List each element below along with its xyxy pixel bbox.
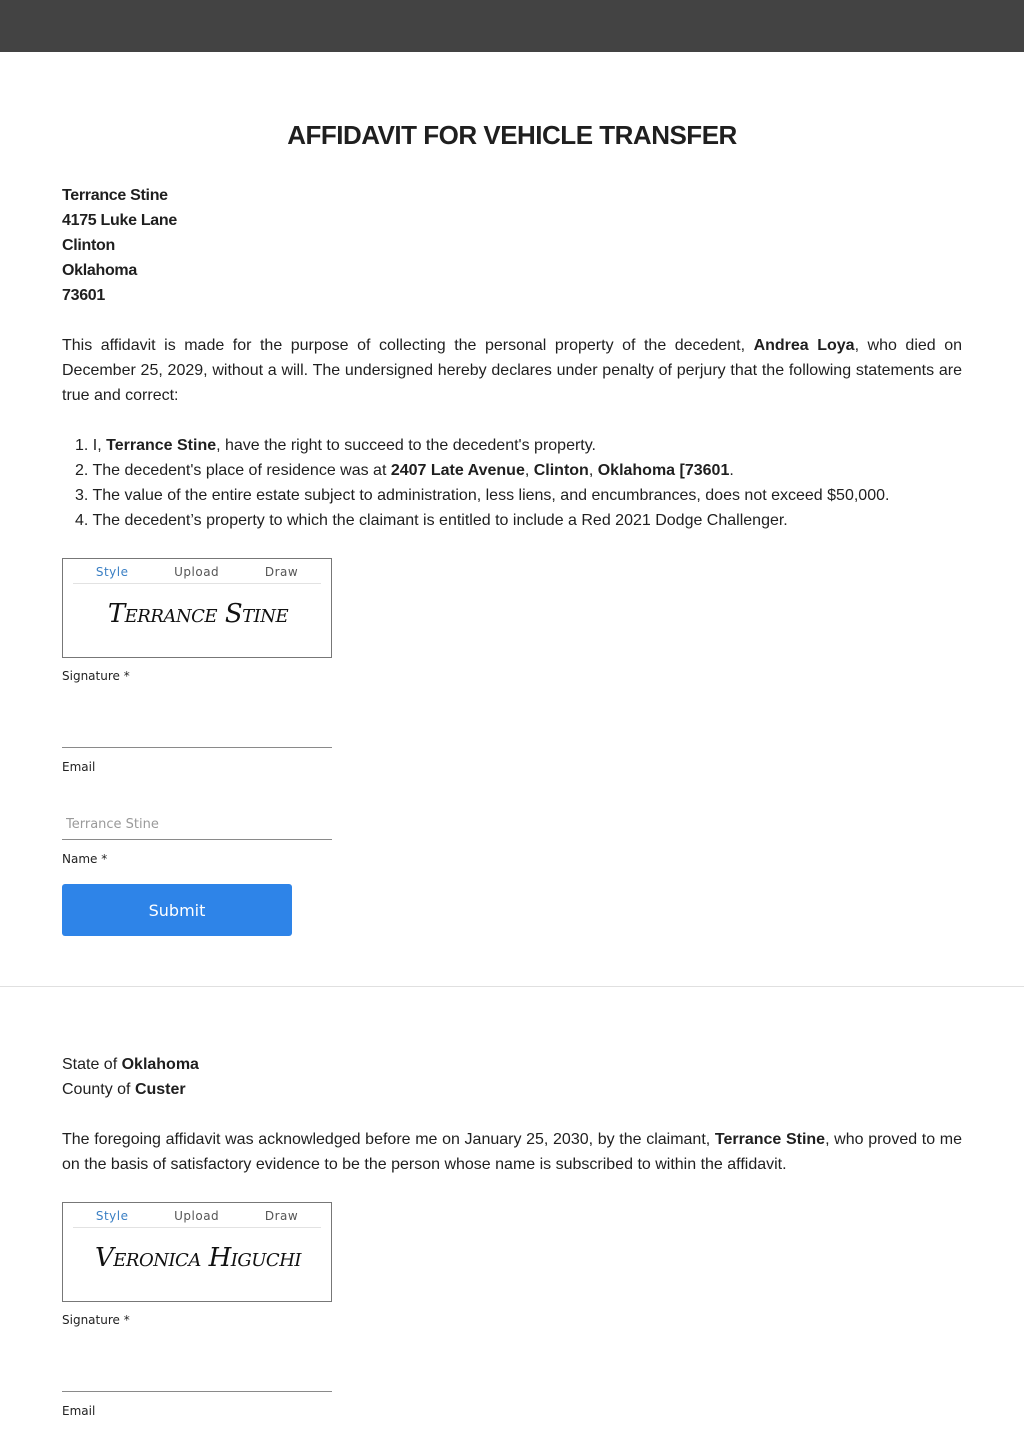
name-label: Name * (62, 852, 108, 866)
intro-paragraph (62, 333, 962, 408)
submit-button[interactable]: Submit (62, 884, 292, 936)
statement-text: , have the right to succeed to the decedent's property. (216, 437, 596, 454)
intro-text-cont: , who died on December 25, 2029, without a will. The undersigned hereby declares under penalty of perjury that the following statements are true and correct: (62, 337, 962, 404)
state-line (62, 1052, 962, 1077)
tab-draw[interactable]: Draw (264, 1209, 299, 1223)
name-field[interactable] (62, 810, 332, 840)
intro-text: This affidavit is made for the purpose of collecting the personal property of the decedent, (62, 337, 754, 354)
tab-upload[interactable]: Upload (174, 565, 220, 579)
ack-claimant-name: Terrance Stine (714, 1131, 826, 1148)
page-title: AFFIDAVIT FOR VEHICLE TRANSFER (287, 120, 737, 150)
notary-jurisdiction (62, 1052, 962, 1102)
statement-list (62, 433, 962, 533)
signature-tabs (73, 563, 321, 584)
statement-number: 1. (75, 437, 93, 454)
statement-2 (62, 458, 962, 483)
tab-style[interactable]: Style (95, 1209, 129, 1223)
top-bar (0, 0, 1024, 52)
signature-preview: Veronica Higuchi (94, 1243, 302, 1273)
statement-3: 3. The value of the entire estate subject to administration, less liens, and encumbrances, does not exceed $50,000. (75, 487, 890, 504)
address-name: Terrance Stine (62, 187, 168, 204)
statement-text: I, (92, 437, 107, 454)
statement-text: . (729, 462, 734, 479)
ack-text: The foregoing affidavit was acknowledged before me on January 25, 2030, by the claimant, (62, 1131, 715, 1148)
statement-4: 4. The decedent’s property to which the claimant is entitled to include a Red 2021 Dodge Challenger. (75, 512, 788, 529)
email-field[interactable] (62, 718, 332, 748)
notary-state: Oklahoma (121, 1056, 199, 1073)
state-prefix: State of (62, 1056, 122, 1073)
county-prefix: County of (62, 1081, 135, 1098)
claimant-name: Terrance Stine (106, 437, 217, 454)
signature-pad[interactable] (62, 558, 332, 658)
address-city: Clinton (62, 237, 115, 254)
decedent-name: Andrea Loya (753, 337, 855, 354)
statement-text: The decedent's place of residence was at (92, 462, 391, 479)
county-line (62, 1077, 962, 1102)
tab-draw[interactable]: Draw (264, 565, 299, 579)
signature-tabs (73, 1207, 321, 1228)
claimant-address (62, 183, 177, 308)
section-divider (0, 986, 1024, 987)
residence-city: Clinton (533, 462, 589, 479)
notary-signature-pad[interactable] (62, 1202, 332, 1302)
residence-state-zip: Oklahoma [73601 (597, 462, 730, 479)
ack-text-cont: , who proved to me on the basis of satisfactory evidence to be the person whose name is subscribed to within the affidavit. (62, 1131, 963, 1173)
statement-1 (62, 433, 962, 458)
notary-email-field[interactable] (62, 1362, 332, 1392)
notary-signature-label: Signature * (62, 1313, 130, 1327)
residence-street: 2407 Late Avenue (390, 462, 525, 479)
notary-county: Custer (134, 1081, 186, 1098)
tab-upload[interactable]: Upload (174, 1209, 220, 1223)
signature-preview: Terrance Stine (107, 599, 289, 629)
address-street: 4175 Luke Lane (62, 212, 177, 229)
signature-label: Signature * (62, 669, 130, 683)
address-state: Oklahoma (62, 262, 137, 279)
tab-style[interactable]: Style (95, 565, 129, 579)
acknowledgement-paragraph (62, 1127, 962, 1177)
separator: , (588, 462, 598, 479)
address-zip: 73601 (62, 287, 105, 304)
separator: , (524, 462, 534, 479)
statement-number: 2. (75, 462, 93, 479)
email-label: Email (62, 760, 96, 774)
notary-email-label: Email (62, 1404, 96, 1418)
